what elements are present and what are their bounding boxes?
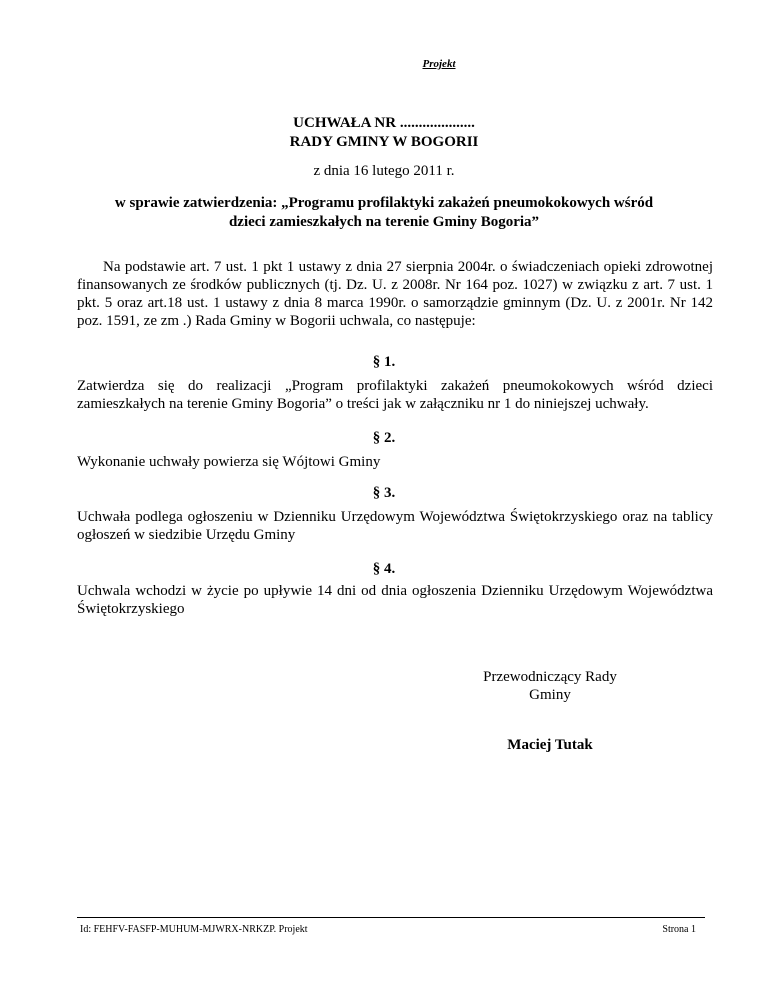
signatory-name: Maciej Tutak	[507, 737, 593, 753]
signatory-role-line2: Gminy	[529, 687, 571, 703]
signatory-role-line1: Przewodniczący Rady	[483, 669, 617, 685]
page-number: Strona 1	[662, 924, 696, 935]
legal-basis-paragraph: Na podstawie art. 7 ust. 1 pkt 1 ustawy z dnia 27 sierpnia 2004r. o świadczeniach opieki zdrowotnej finansowanych ze środków publicznych (tj. Dz. U. z 2008r. Nr 164 poz. 1027) w związku z art. 7 ust. 1 pkt. 5 oraz art.18 ust. 1 ustawy z dnia 8 marca 1990r. o samorządzie gminnym (Dz. U. z 2001r. Nr 142 poz. 1591, ze zm .) Rada Gminy w Bogorii uchwala, co następuje:	[77, 259, 713, 329]
resolution-date: z dnia 16 lutego 2011 r.	[313, 163, 455, 179]
section-heading-2: § 2.	[372, 430, 396, 446]
section-heading-3: § 3.	[372, 485, 396, 501]
section-heading-1: § 1.	[372, 354, 396, 370]
section-heading-4: § 4.	[372, 561, 396, 577]
resolution-title	[0, 114, 768, 152]
council-name: RADY GMINY W BOGORII	[289, 134, 479, 150]
resolution-subject: w sprawie zatwierdzenia: „Programu profilaktyki zakażeń pneumokokowych wśród dzieci zamieszkałych na terenie Gminy Bogoria”	[114, 195, 654, 230]
footer-divider	[77, 917, 705, 918]
document-id: Id: FEHFV-FASFP-MUHUM-MJWRX-NRKZP. Projekt	[80, 924, 308, 935]
signatory-role	[460, 668, 640, 704]
section-text-4: Uchwala wchodzi w życie po upływie 14 dni od dnia ogłoszenia Dzienniku Urzędowym Województwa Świętokrzyskiego	[77, 583, 713, 617]
projekt-label: Projekt	[422, 58, 456, 70]
section-text-2: Wykonanie uchwały powierza się Wójtowi Gminy	[77, 454, 381, 470]
resolution-number: UCHWAŁA NR ....................	[293, 115, 475, 131]
section-text-3: Uchwała podlega ogłoszeniu w Dzienniku Urzędowym Województwa Świętokrzyskiego oraz na tablicy ogłoszeń w siedzibie Urzędu Gminy	[77, 509, 713, 543]
section-text-1: Zatwierdza się do realizacji „Program profilaktyki zakażeń pneumokokowych wśród dzieci zamieszkałych na terenie Gminy Bogoria” o treści jak w załączniku nr 1 do niniejszej uchwały.	[77, 378, 713, 412]
